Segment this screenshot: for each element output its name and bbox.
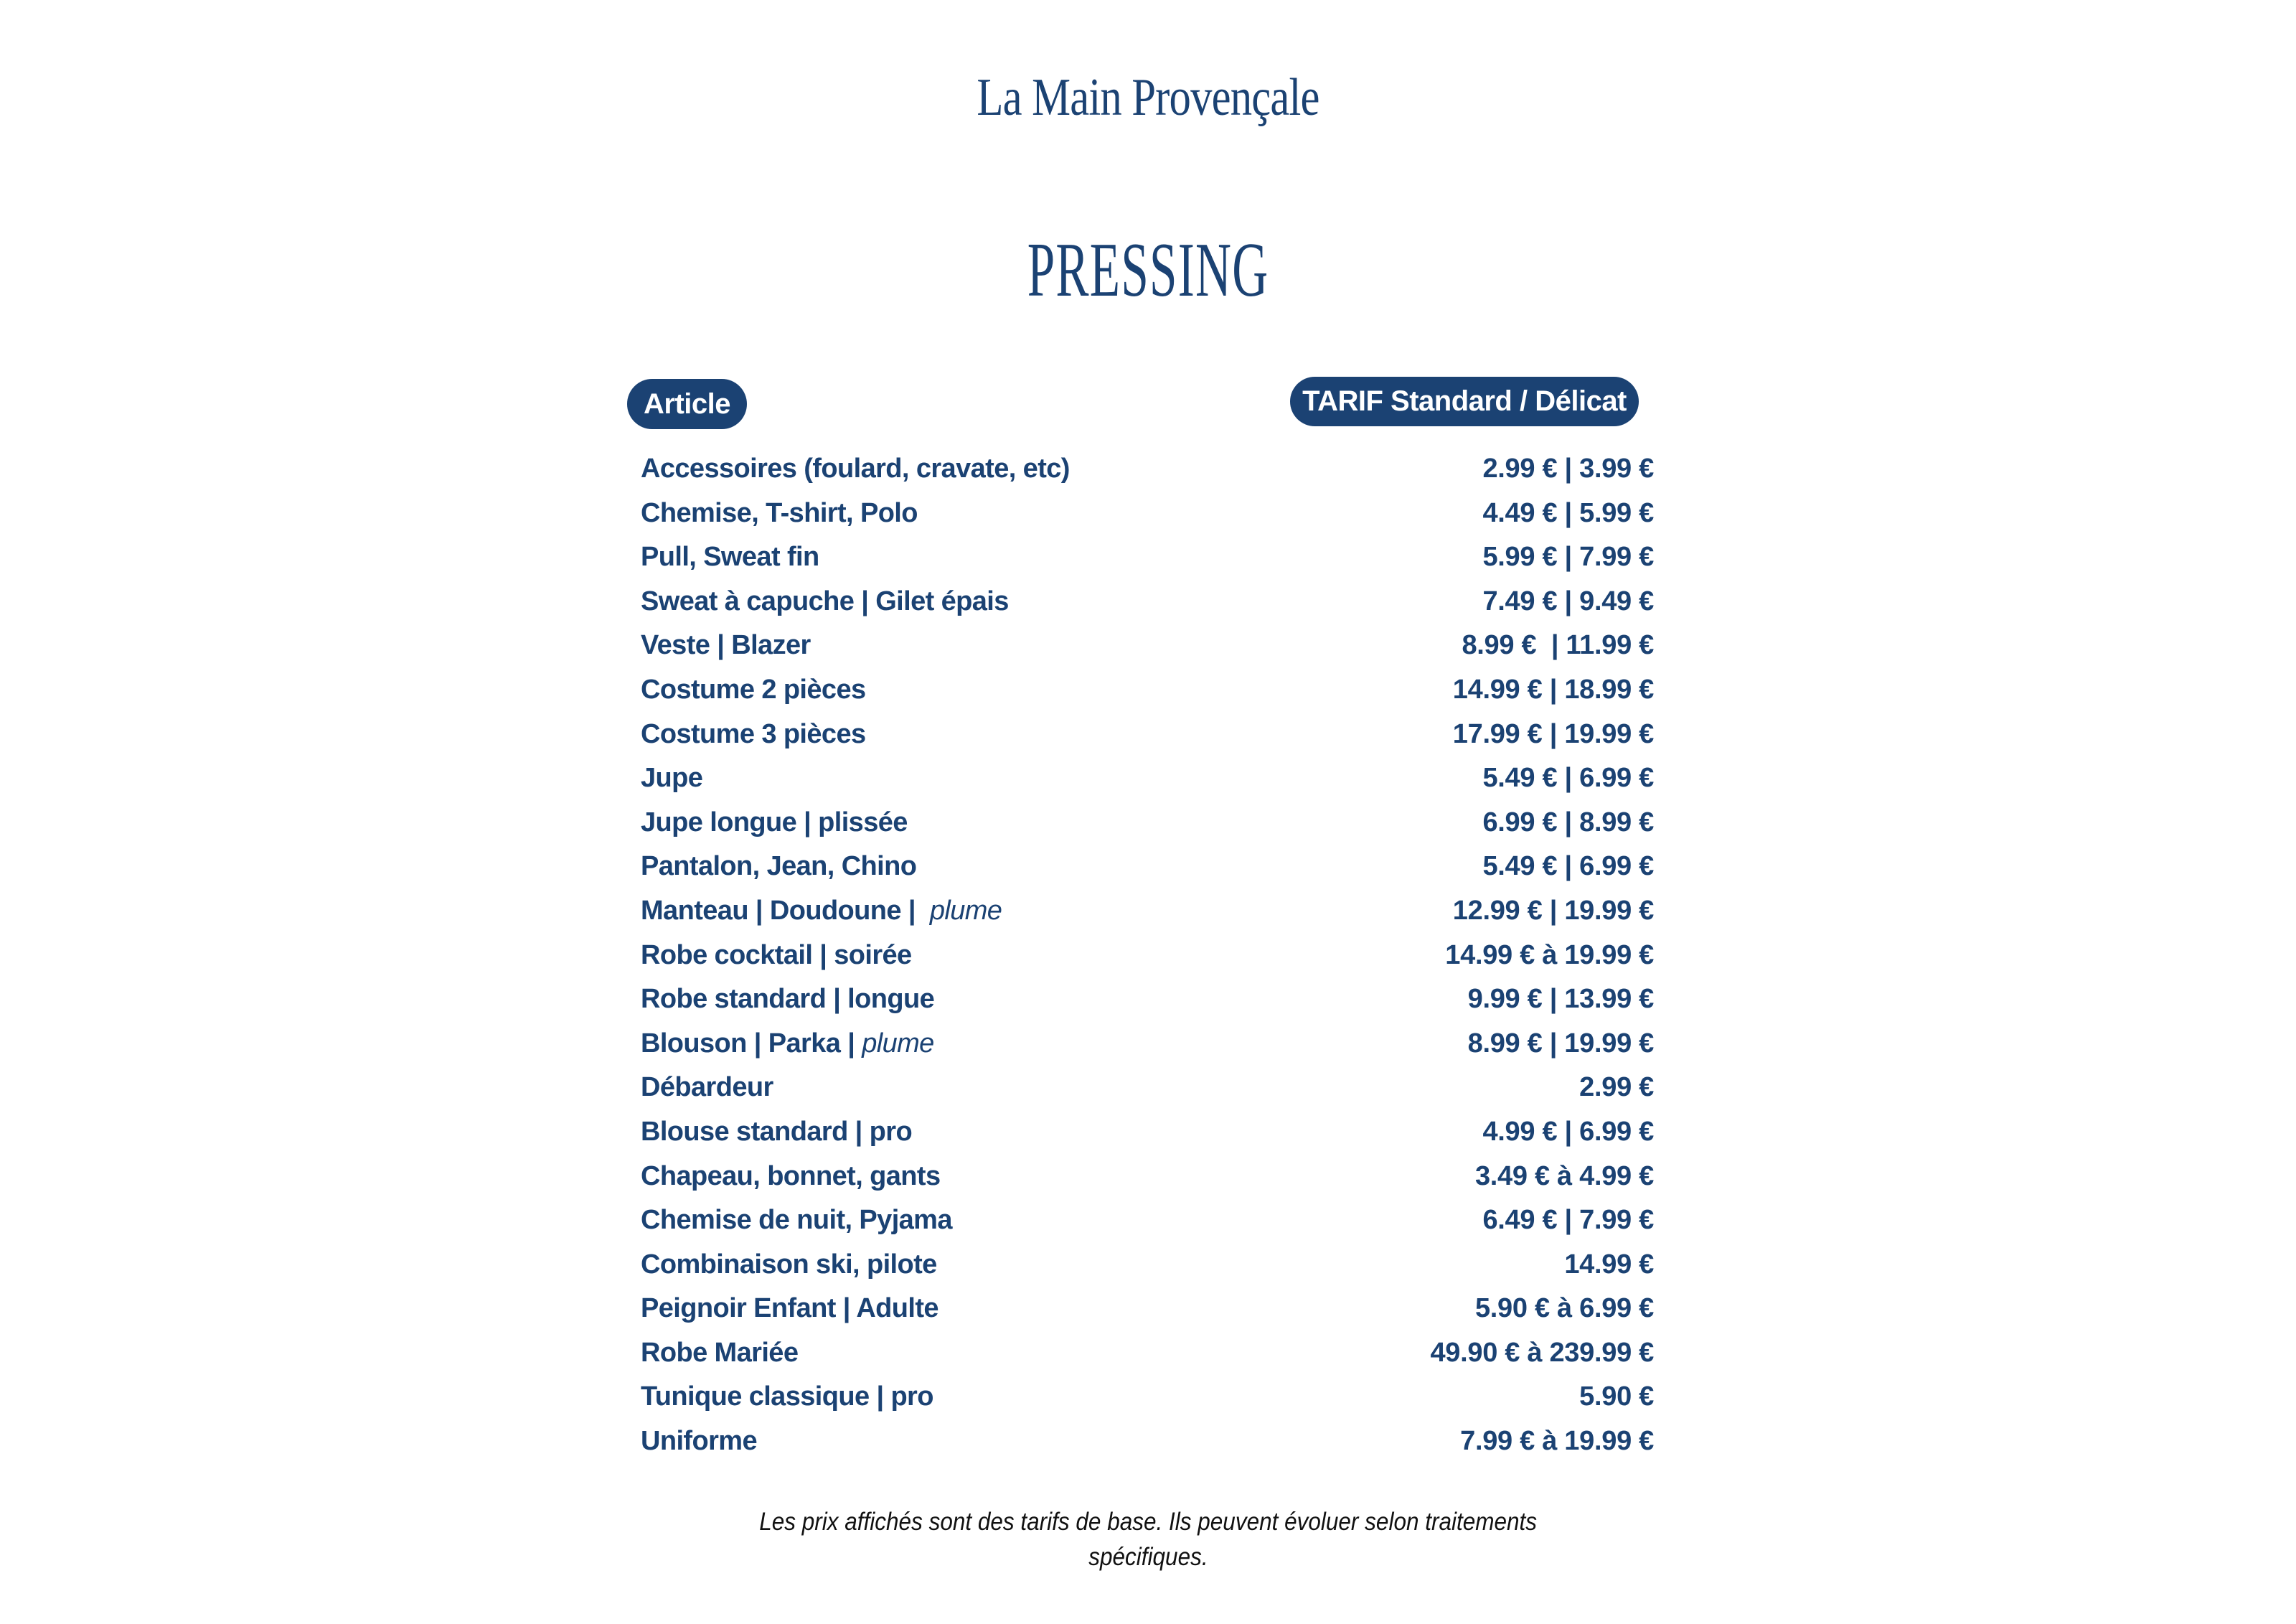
article-name [641, 980, 934, 1018]
table-row [641, 1201, 1654, 1245]
article-price: 3.49 € à 4.99 € [1474, 1160, 1654, 1191]
column-header-article-label: Article [644, 388, 730, 420]
article-name [641, 936, 912, 975]
article-price: 14.99 € | 18.99 € [1452, 674, 1654, 705]
article-label: Peignoir Enfant | Adulte [641, 1293, 938, 1324]
article-name [641, 1201, 952, 1239]
table-row [641, 538, 1654, 582]
article-label: Robe standard | longue [641, 984, 935, 1015]
article-price: 5.49 € | 6.99 € [1482, 851, 1654, 882]
article-price: 5.90 € [1579, 1381, 1654, 1412]
article-label: Robe cocktail | soirée [641, 939, 912, 970]
table-row [641, 980, 1654, 1024]
article-name [641, 891, 1002, 930]
table-row [641, 1157, 1654, 1201]
article-label: Blouse standard | pro [641, 1116, 913, 1147]
article-note: plume [929, 895, 1002, 926]
article-name [641, 449, 1070, 488]
article-name [641, 494, 918, 532]
article-name [641, 1245, 937, 1284]
table-row [641, 626, 1654, 670]
table-row [641, 1333, 1654, 1378]
article-price: 7.99 € à 19.99 € [1460, 1426, 1654, 1457]
table-row [641, 1422, 1654, 1466]
article-price: 4.49 € | 5.99 € [1482, 497, 1654, 528]
article-label: Robe Mariée [641, 1337, 799, 1368]
article-price: 7.49 € | 9.49 € [1482, 586, 1654, 616]
footnote-line-1: Les prix affichés sont des tarifs de base. Ils peuvent évoluer selon traitements [759, 1508, 1537, 1536]
article-label: Pull, Sweat fin [641, 542, 819, 573]
article-price: 2.99 € | 3.99 € [1482, 454, 1654, 484]
column-header-tarif [1290, 377, 1639, 426]
article-label: Jupe longue | plissée [641, 807, 908, 837]
table-row [641, 759, 1654, 803]
article-label: Chemise de nuit, Pyjama [641, 1205, 952, 1236]
article-name [641, 538, 819, 576]
article-price: 5.49 € | 6.99 € [1482, 763, 1654, 794]
article-name [641, 1024, 934, 1063]
article-label: Accessoires (foulard, cravate, etc) [641, 454, 1070, 484]
article-name [641, 1377, 933, 1416]
article-price: 8.99 € | 19.99 € [1467, 1028, 1654, 1059]
table-row [641, 715, 1654, 759]
article-name [641, 582, 1009, 621]
article-name [641, 715, 866, 754]
article-price: 14.99 € [1564, 1249, 1654, 1280]
table-row [641, 803, 1654, 848]
table-row [641, 494, 1654, 538]
table-row [641, 1068, 1654, 1112]
brand-name [0, 69, 2296, 126]
article-price: 17.99 € | 19.99 € [1452, 718, 1654, 749]
article-price: 6.49 € | 7.99 € [1482, 1205, 1654, 1236]
article-label: Costume 3 pièces [641, 718, 866, 749]
article-label: Tunique classique | pro [641, 1381, 933, 1412]
article-label: Veste | Blazer [641, 630, 811, 661]
article-note: plume [862, 1028, 934, 1059]
article-name [641, 1422, 757, 1460]
price-list [641, 449, 1654, 1466]
article-name [641, 1333, 798, 1372]
table-row [641, 582, 1654, 626]
table-row [641, 1112, 1654, 1157]
article-name [641, 803, 908, 842]
brand-name-text: La Main Provençale [977, 68, 1319, 127]
article-label: Chemise, T-shirt, Polo [641, 497, 918, 528]
table-row [641, 1024, 1654, 1069]
table-row [641, 1289, 1654, 1333]
article-price: 14.99 € à 19.99 € [1445, 939, 1654, 970]
footnote-line-2: spécifiques. [1088, 1543, 1208, 1571]
article-name [641, 1112, 912, 1151]
article-label: Combinaison ski, pilote [641, 1249, 937, 1280]
article-name [641, 670, 866, 709]
article-label: Costume 2 pièces [641, 674, 866, 705]
article-label: Uniforme [641, 1426, 757, 1457]
article-price: 2.99 € [1579, 1072, 1654, 1103]
table-row [641, 891, 1654, 936]
table-row [641, 847, 1654, 891]
article-name [641, 847, 916, 886]
table-row [641, 1245, 1654, 1290]
article-label: Débardeur [641, 1072, 773, 1103]
page-title-text: PRESSING [1027, 227, 1269, 313]
article-name [641, 1157, 941, 1196]
article-price: 12.99 € | 19.99 € [1452, 895, 1654, 926]
table-row [641, 449, 1654, 494]
article-label: Chapeau, bonnet, gants [641, 1160, 941, 1191]
article-name [641, 626, 811, 665]
page-title [0, 227, 2296, 313]
table-row [641, 1377, 1654, 1422]
article-label: Blouson | Parka | [641, 1028, 862, 1059]
article-price: 8.99 € | 11.99 € [1462, 630, 1654, 661]
article-price: 4.99 € | 6.99 € [1482, 1116, 1654, 1147]
article-name [641, 1068, 773, 1107]
article-name [641, 1289, 938, 1328]
column-header-tarif-label: TARIF Standard / Délicat [1302, 385, 1627, 417]
article-price: 6.99 € | 8.99 € [1482, 807, 1654, 837]
article-price: 5.90 € à 6.99 € [1474, 1293, 1654, 1324]
column-header-article [627, 379, 747, 429]
article-name [641, 759, 702, 797]
footnote [646, 1504, 1650, 1574]
table-row [641, 936, 1654, 980]
article-price: 5.99 € | 7.99 € [1482, 542, 1654, 573]
table-row [641, 670, 1654, 715]
article-label: Sweat à capuche | Gilet épais [641, 586, 1009, 616]
article-label: Manteau | Doudoune | [641, 895, 930, 926]
article-price: 9.99 € | 13.99 € [1467, 984, 1654, 1015]
article-label: Jupe [641, 763, 703, 794]
article-price: 49.90 € à 239.99 € [1430, 1337, 1654, 1368]
article-label: Pantalon, Jean, Chino [641, 851, 917, 882]
